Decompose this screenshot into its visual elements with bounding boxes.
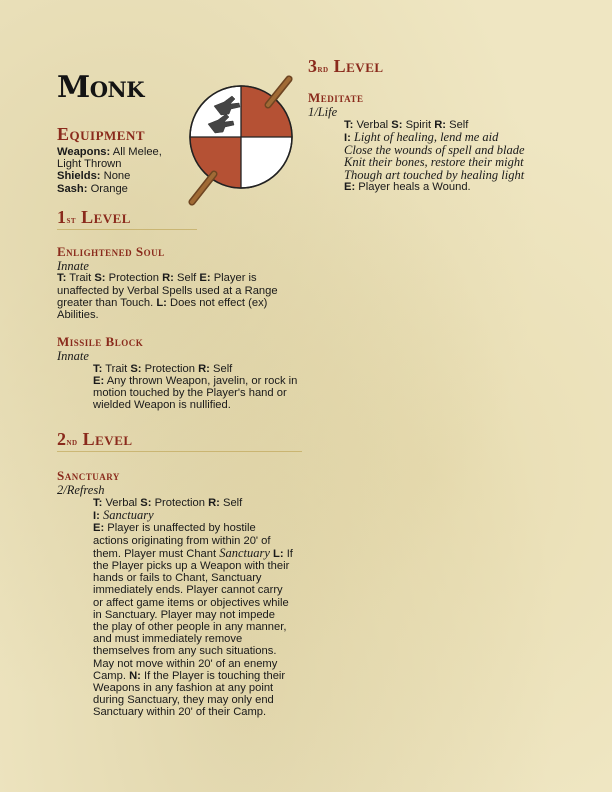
ability-name: Sanctuary — [57, 468, 120, 484]
ability-missile-block — [57, 334, 302, 411]
ability-effect: E: Any thrown Weapon, javelin, or rock in motion touched by the Player's hand or wielded Weapon is nullified. — [93, 374, 298, 412]
ability-type-line: T: Verbal S: Protection R: Self — [93, 496, 243, 509]
incantation-line: Close the wounds of spell and blade — [344, 142, 525, 157]
ability-frequency: 1/Life — [308, 105, 338, 119]
ability-incantation: I: Sanctuary — [93, 508, 154, 523]
ability-frequency: Innate — [57, 349, 89, 364]
ability-effect: E: Player heals a Wound. — [344, 180, 471, 193]
incantation-line: Knit their bones, restore their might — [344, 155, 524, 170]
equipment-sash: Sash: Orange — [57, 182, 128, 195]
level-2-heading: 2nd Level — [57, 429, 302, 452]
level-1-heading: 1st Level — [57, 207, 197, 230]
equipment-heading: Equipment — [57, 124, 146, 144]
ability-details: T: Trait S: Protection R: Self E: Player is unaffected by Verbal Spells used at a Range greater than Touch. L: Does not effect (ex) Abilities. — [57, 272, 278, 321]
ability-meditate — [308, 90, 548, 193]
level-3-heading: 3rd Level — [308, 56, 384, 76]
ability-frequency: Innate — [57, 258, 89, 273]
ability-type-line: T: Verbal S: Spirit R: Self — [344, 118, 469, 131]
ability-effect: E: Player is unaffected by hostile actions originating from within 20' of them. Player must Chant Sanctuary L: If the Player picks up a Weapon with their hands or fails to Chant, Sanctuary immediately ends. Player cannot carry or affect game items or objectives while in Sanctuary. Player may not impede the play of other people in any manner, and must immediately remove themselves from any such situations. May not move within 20' of an enemy Camp. N: If the Player is touching their Weapons in any fashion at any point during Sanctuary, they may only end Sanctuary within 20' of their Camp. — [93, 522, 293, 719]
page-title: Monk — [57, 70, 144, 105]
right-column — [308, 56, 548, 193]
left-column — [57, 70, 302, 719]
ability-enlightened-soul — [57, 244, 302, 321]
ability-incantation: I: Light of healing, lend me aid — [344, 129, 499, 144]
ability-sanctuary — [57, 468, 302, 718]
ability-name: Missile Block — [57, 334, 144, 350]
incantation-line: Though art touched by healing light — [344, 167, 525, 182]
ability-frequency: 2/Refresh — [57, 483, 105, 498]
ability-type-line: T: Trait S: Protection R: Self — [93, 362, 233, 375]
ability-name: Enlightened Soul — [57, 243, 165, 259]
equipment-weapons: Weapons: All Melee, Light Thrown — [57, 146, 162, 171]
equipment-shields: Shields: None — [57, 170, 131, 183]
ability-name: Meditate — [308, 90, 364, 105]
